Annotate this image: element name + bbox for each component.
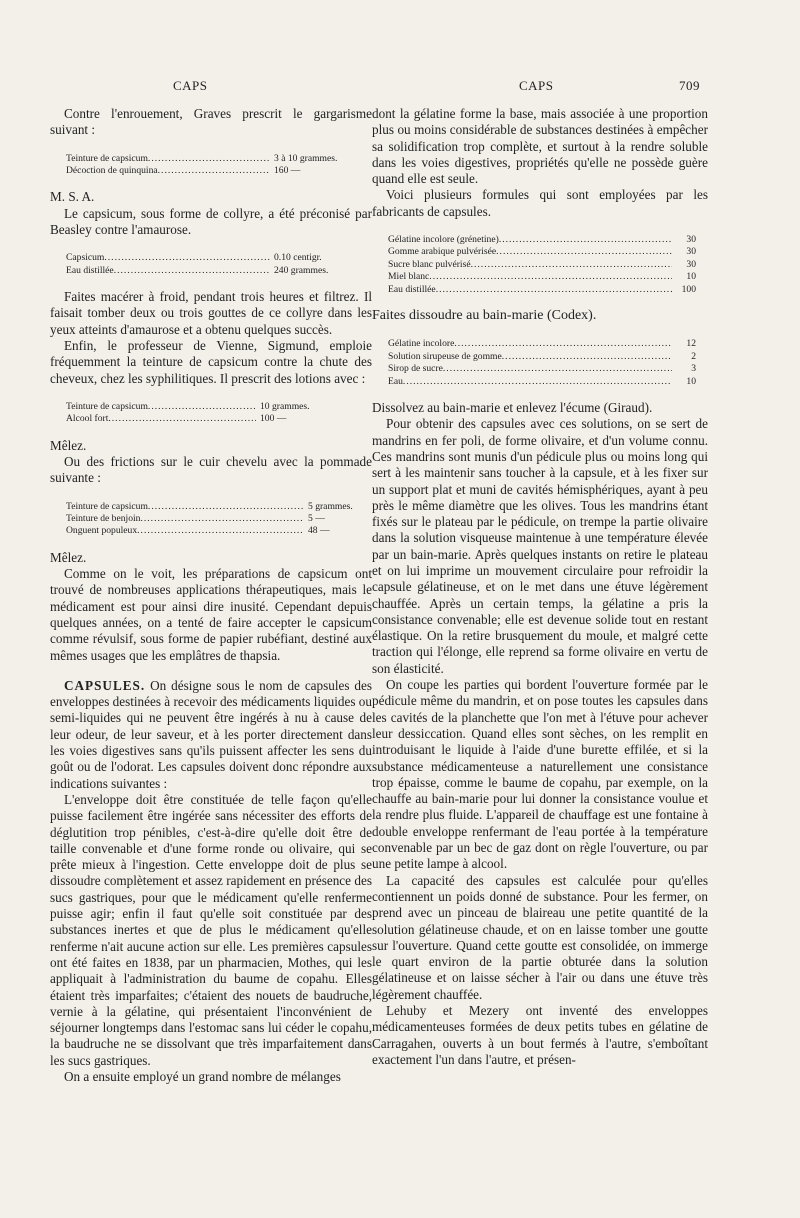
ingredient: Teinture de benjoin: [66, 513, 141, 524]
quantity: 3: [691, 363, 696, 375]
paragraph: L'enveloppe doit être constituée de telle façon qu'elle puisse facilement être ingérée sans nécessiter des efforts de déglutition trop pénibles, c'est-à-dire qu'elle doit être de taille convenable et d'une forme ronde ou olivaire, qui se prête mieux à l'ingestion. Cette enveloppe doit de plus se dissoudre complètement et assez rapidement en présence des sucs gastriques, pour que le médicament qu'elle renferme puisse agir; enfin il faut qu'elle soit constituée par des substances inertes et que de plus le médicament qu'elle renferme n'ait aucune action sur elle. Les premières capsules ont été faites en 1838, par un pharmacien, Mothes, qui les appliquait à l'administration du baume de copahu. Elles étaient très imparfaites; c'étaient des nouets de baudruche, vernie à la gélatine, qui présentaient l'inconvénient de séjourner longtemps dans l'estomac sans lui céder le copahu, la baudruche ne se dissolvant que très imparfaitement dans les sucs gastriques.: [50, 791, 372, 1068]
quantity: 160 —: [274, 165, 301, 176]
paragraph: Lehuby et Mezery ont inventé des enveloppes médicamenteuses formées de deux petits tubes en gélatine de Carragahen, ouverts à un bout fermés à l'autre, s'emboîtant exactement l'un dans l'autre, et présen-: [372, 1003, 708, 1067]
paragraph: Pour obtenir des capsules avec ces solutions, on se sert de mandrins en fer poli, de forme olivaire, et d'un volume connu. Ces mandrins sont munis d'un pédicule plus ou moins long qui sert à les maintenir sans toucher à la capsule, et à les fixer sur un support plat et muni de cavités hémisphériques, ayant à peu près le même diamètre que les olives. Tous les mandrins étant fixés sur le plateau par le pédicule, on trempe la partie olivaire dans la solution visqueuse maintenue à une température élevée par un bain-marie. Après quelques instants on retire le plateau et on lui imprime un mouvement circulaire pour refroidir la capsule gélatineuse, et on le met dans une étuve légèrement chauffée. Après un certain temps, la gélatine a pris la consistance convenable; elle est devenue solide tout en restant élastique. On la retire brusquement du moule, et malgré cette traction qui l'élonge, elle reprend sa forme olivaire en vertu de son élasticité.: [372, 416, 708, 676]
recipe-capsules-codex: [388, 234, 696, 296]
recipe-row: [388, 338, 696, 350]
quantity: 12: [686, 338, 696, 350]
paragraph: Contre l'enrouement, Graves prescrit le gargarisme suivant :: [50, 106, 372, 138]
quantity: 10 grammes.: [260, 400, 310, 412]
ingredient: Solution sirupeuse de gomme: [388, 350, 502, 362]
quantity: 3 à 10 grammes.: [274, 152, 338, 164]
recipe-row: [66, 165, 372, 177]
recipe-row: [66, 265, 372, 277]
quantity: 30: [686, 234, 696, 246]
quantity: 2: [691, 350, 696, 362]
recipe-row: [66, 513, 372, 525]
recipe-row: [388, 376, 696, 388]
quantity: 30: [686, 258, 696, 270]
recipe-row: [66, 401, 372, 413]
right-column: [372, 106, 708, 1068]
ingredient: Sirop de sucre: [388, 363, 443, 375]
ingredient: Capsicum: [66, 252, 105, 264]
paragraph: Mêlez.: [50, 549, 87, 565]
entry-text: On désigne sous le nom de capsules des enveloppes destinées à recevoir des médicaments liquides ou semi-liquides qui ne peuvent être ingérés à nu à cause de leur odeur, de leur saveur, et à les porter directement dans les voies digestives sans qu'ils puissent affecter les sens du goût ou de l'odorat. Les capsules doivent donc répondre aux indications suivantes :: [50, 677, 372, 791]
paragraph: Enfin, le professeur de Vienne, Sigmund, emploie fréquemment la teinture de capsicum contre la chute des cheveux, chez les syphilitiques. Il prescrit des lotions avec :: [50, 338, 372, 386]
paragraph: dont la gélatine forme la base, mais associée à une proportion plus ou moins considérable de substances destinées à empêcher sa solidification trop complète, et surtout à la rendre soluble dans les voies digestives, propriétés qu'elle ne possède guère quand elle est seule.: [372, 106, 708, 187]
recipe-pommade: [66, 501, 372, 538]
paragraph: Ou des frictions sur le cuir chevelu avec la pommade suivante :: [50, 454, 372, 486]
recipe-row: [66, 501, 372, 513]
recipe-row: [66, 525, 372, 537]
paragraph: Le capsicum, sous forme de collyre, a été préconisé par Beasley contre l'amaurose.: [50, 205, 372, 237]
page-number: 709: [679, 78, 700, 93]
left-column: [50, 106, 372, 1085]
ingredient: Gélatine incolore (grénetine): [388, 234, 499, 246]
entry-term: CAPSULES.: [64, 677, 146, 693]
recipe-collyre: [66, 252, 372, 277]
recipe-row: [66, 252, 372, 264]
recipe-row: [66, 153, 372, 165]
quantity: 10: [686, 375, 696, 387]
quantity: 240 grammes.: [274, 264, 329, 276]
recipe-row: [66, 413, 372, 425]
recipe-row: [388, 259, 696, 271]
ingredient: Sucre blanc pulvérisé: [388, 258, 471, 270]
ingredient: Eau: [388, 375, 403, 387]
ingredient: Gélatine incolore: [388, 338, 455, 350]
paragraph: Comme on le voit, les préparations de capsicum ont trouvé de nombreuses applications thérapeutiques, mais le médicament est pour ainsi dire inusité. Cependant depuis quelques années, on a tenté de faire accepter le capsicum comme révulsif, sous forme de papier rubéfiant, destiné aux mêmes usages que les emplâtres de thapsia.: [50, 566, 372, 663]
recipe-gargarisme: [66, 153, 372, 178]
paragraph: Faites macérer à froid, pendant trois heures et filtrez. Il faisait tomber deux ou trois gouttes de ce collyre dans les yeux atteints d'amaurose et a obtenu quelques succès.: [50, 289, 372, 337]
right-running-head: CAPS: [519, 78, 554, 93]
ingredient: Miel blanc: [388, 271, 430, 283]
quantity: 100 —: [260, 413, 287, 425]
paragraph: Mêlez.: [50, 437, 87, 453]
paragraph: La capacité des capsules est calculée pour qu'elles contiennent un poids donné de substance. Pour les fermer, on prend avec un pinceau de blaireau une petite quantité de la solution gélatineuse chaude, et on en laisse tomber une goutte sur l'ouverture. Quand cette goutte est consolidée, on immerge le quart environ de la partie obturée dans la solution gélatineuse et on laisse sécher à l'air ou dans une étuve très légèrement chauffée.: [372, 872, 708, 1002]
recipe-lotion: [66, 401, 372, 426]
recipe-row: [388, 246, 696, 258]
ingredient: Eau distillée: [388, 283, 436, 295]
ingredient: Eau distillée: [66, 264, 114, 276]
quantity: 5 grammes.: [308, 500, 353, 512]
recipe-row: [388, 351, 696, 363]
ingredient: Décoction de quinquina: [66, 165, 158, 176]
paragraph: M. S. A.: [50, 189, 95, 205]
paragraph: Dissolvez au bain-marie et enlevez l'écume (Giraud).: [372, 400, 653, 416]
quantity: 100: [681, 283, 696, 295]
recipe-row: [388, 271, 696, 283]
paragraph: Faites dissoudre au bain-marie (Codex).: [372, 308, 597, 324]
ingredient: Alcool fort: [66, 413, 109, 425]
recipe-row: [388, 284, 696, 296]
paragraph: On coupe les parties qui bordent l'ouverture formée par le pédicule même du mandrin, et on pose toutes les capsules dans les cavités de la planchette que l'on met à l'étuve pour achever leur dessiccation. Quand elles sont sèches, on les remplit en introduisant le liquide à l'aide d'une burette effilée, et si la substance médicamenteuse a naturellement une consistance trop épaisse, comme le baume de copahu, par exemple, on la chauffe au bain-marie pour lui donner la consistance voulue et la rendre plus fluide. L'appareil de chauffage est une fontaine à double enveloppe renfermant de l'eau portée à la température convenable par un bec de gaz dont on règle l'ouverture, ou par une petite lampe à alcool.: [372, 677, 708, 872]
left-running-head: CAPS: [173, 78, 208, 93]
ingredient: Gomme arabique pulvérisée: [388, 246, 497, 258]
quantity: 48 —: [308, 525, 330, 537]
quantity: 5 —: [308, 513, 325, 524]
paragraph: [50, 678, 372, 792]
recipe-row: [388, 363, 696, 375]
quantity: 30: [686, 246, 696, 258]
ingredient: Onguent populeux: [66, 525, 138, 537]
paragraph: Voici plusieurs formules qui sont employées par les fabricants de capsules.: [372, 187, 708, 219]
recipe-capsules-giraud: [388, 338, 696, 388]
quantity: 10: [686, 271, 696, 283]
ingredient: Teinture de capsicum: [66, 152, 148, 164]
ingredient: Teinture de capsicum: [66, 500, 148, 512]
recipe-row: [388, 234, 696, 246]
paragraph: On a ensuite employé un grand nombre de mélanges: [64, 1069, 341, 1085]
quantity: 0.10 centigr.: [274, 252, 322, 264]
ingredient: Teinture de capsicum: [66, 400, 148, 412]
